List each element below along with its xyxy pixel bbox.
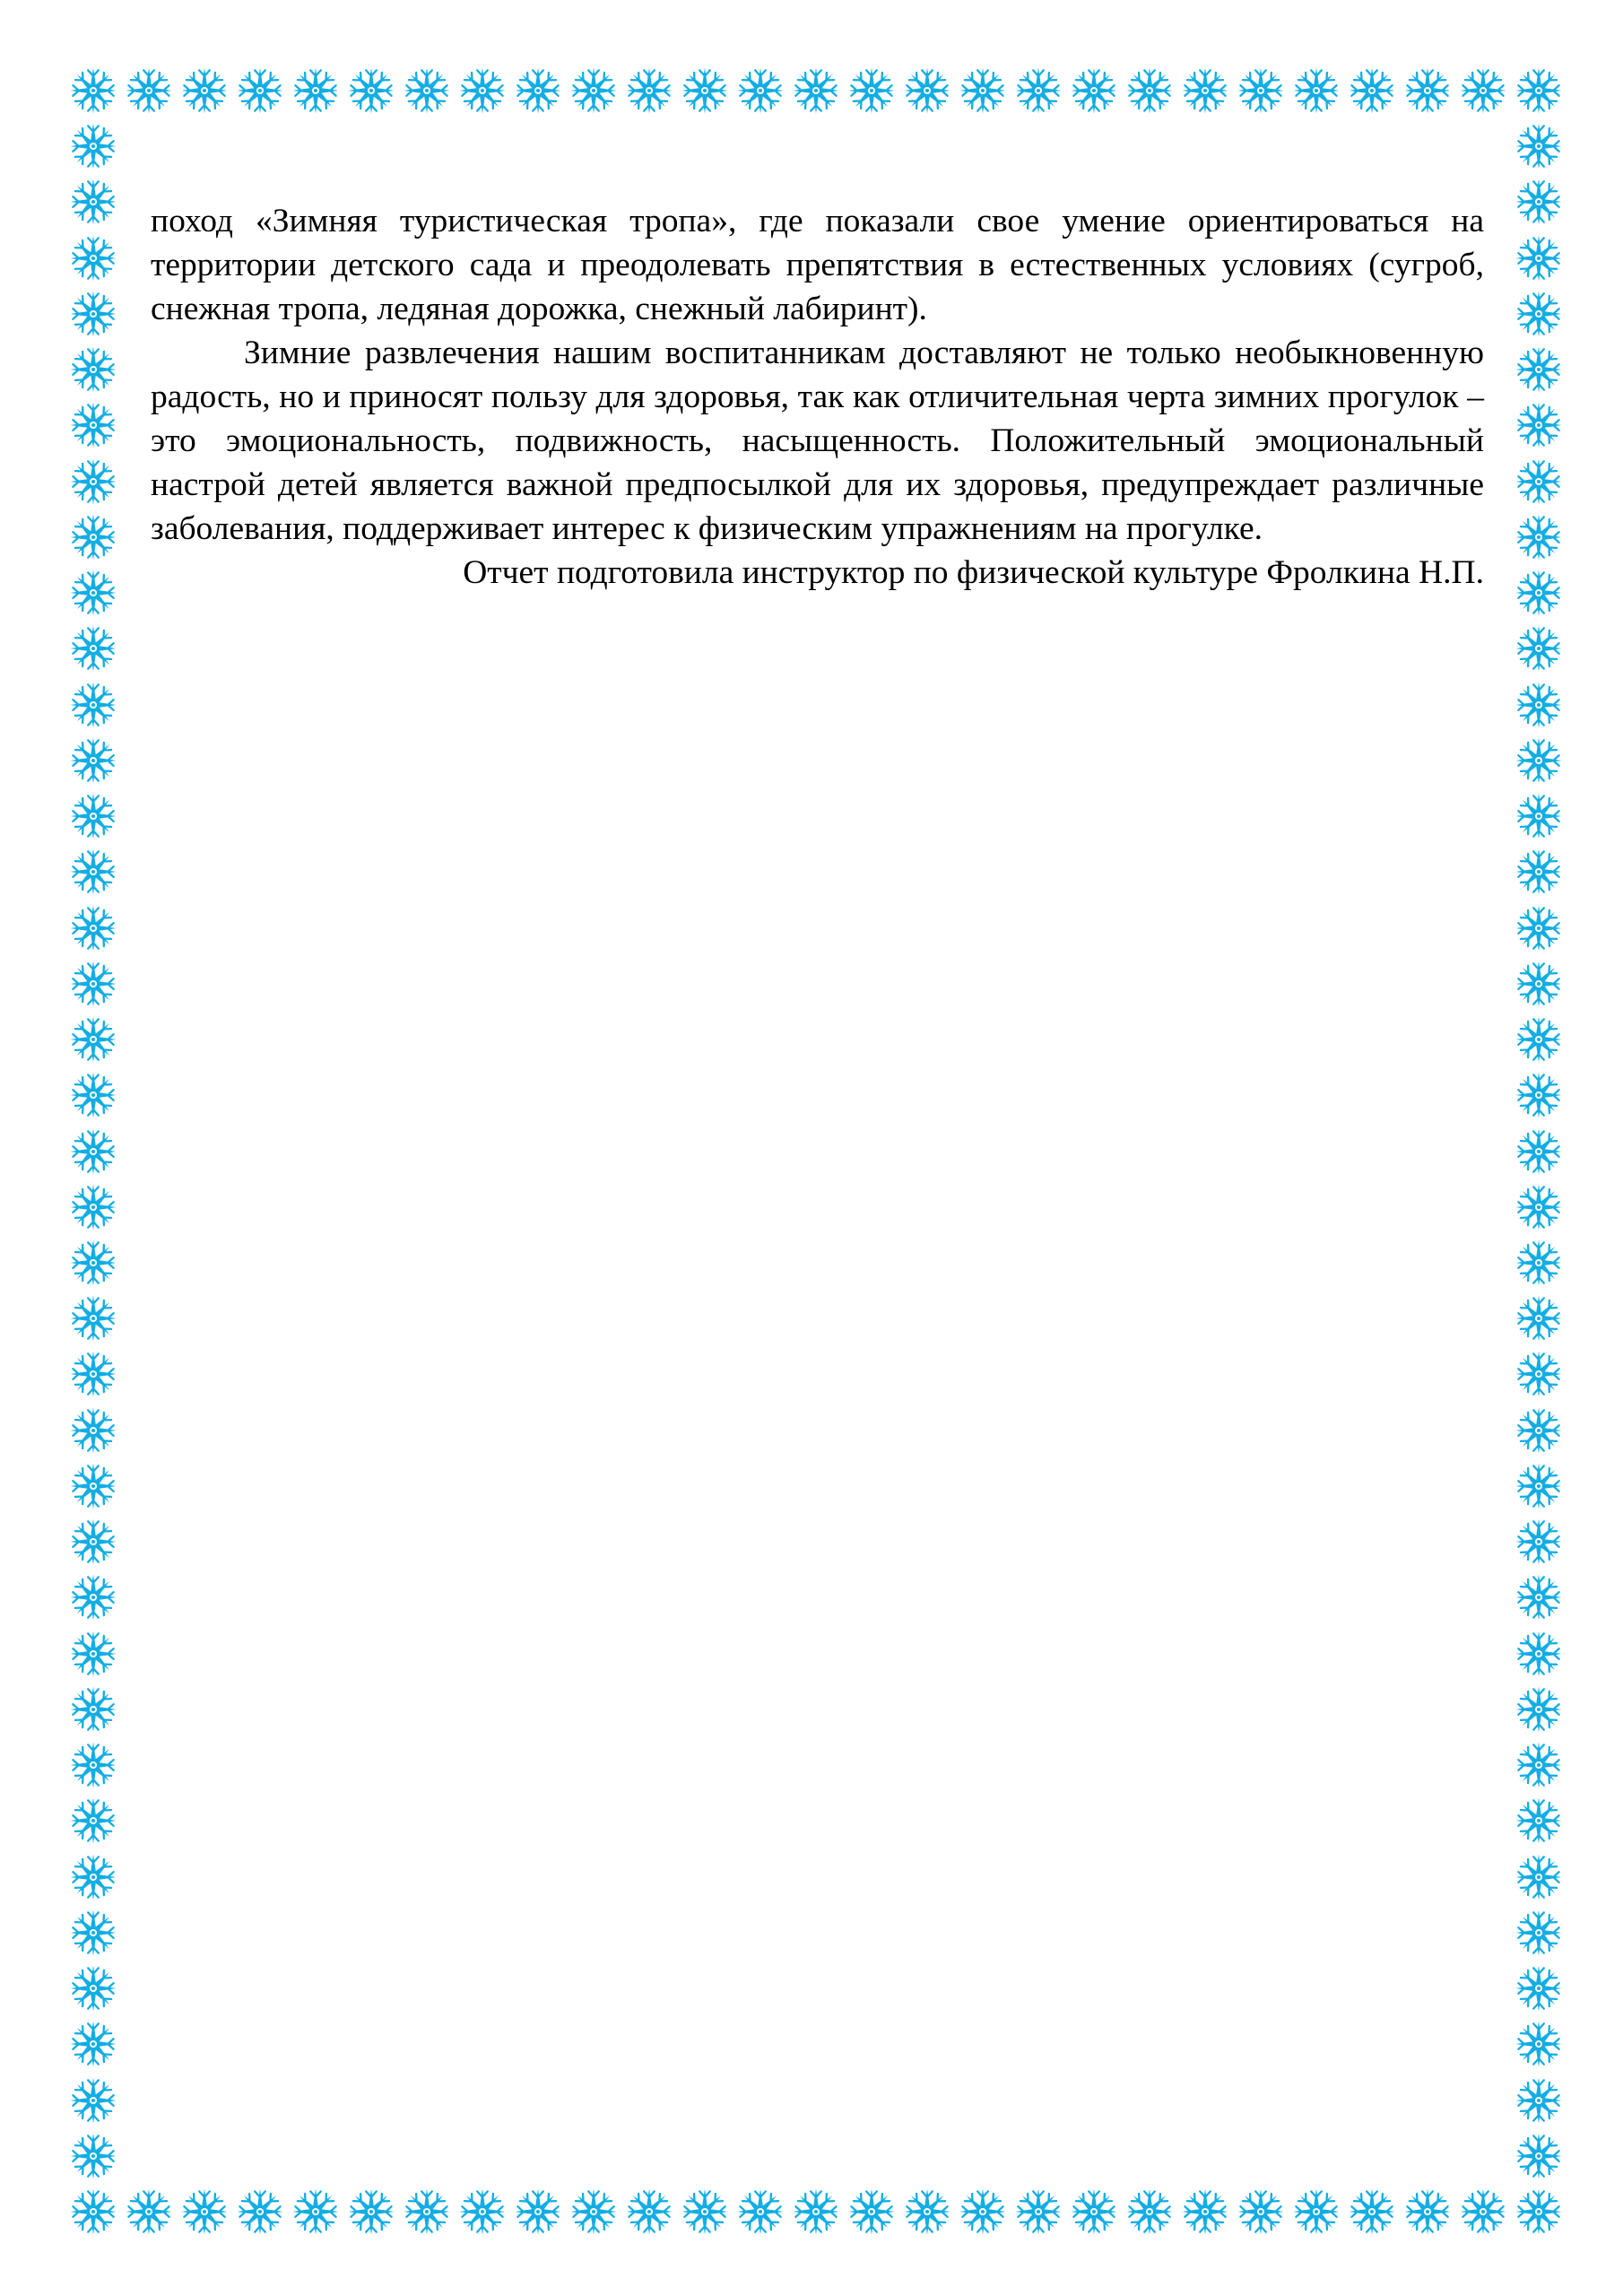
snowflake-icon xyxy=(901,65,953,117)
snowflake-icon xyxy=(846,2186,898,2238)
snowflake-icon xyxy=(1513,790,1565,842)
snowflake-icon xyxy=(67,846,119,898)
snowflake-icon xyxy=(1012,2186,1064,2238)
snowflake-icon xyxy=(1513,65,1565,117)
snowflake-icon xyxy=(67,1181,119,1233)
snowflake-icon xyxy=(1235,65,1287,117)
snowflake-icon xyxy=(67,511,119,563)
snowflake-icon xyxy=(456,65,508,117)
snowflake-icon xyxy=(1513,2130,1565,2182)
snowflake-icon xyxy=(123,65,175,117)
snowflake-icon xyxy=(67,344,119,396)
snowflake-icon xyxy=(1513,1739,1565,1791)
snowflake-icon xyxy=(1513,567,1565,619)
snowflake-icon xyxy=(345,2186,397,2238)
snowflake-icon xyxy=(67,288,119,340)
snowflake-icon xyxy=(178,2186,230,2238)
snowflake-icon xyxy=(67,2018,119,2070)
snowflake-icon xyxy=(1124,2186,1176,2238)
snowflake-icon xyxy=(123,2186,175,2238)
snowflake-icon xyxy=(1346,2186,1398,2238)
snowflake-icon xyxy=(290,2186,342,2238)
snowflake-icon xyxy=(734,65,786,117)
snowflake-icon xyxy=(1068,2186,1120,2238)
snowflake-icon xyxy=(1513,1181,1565,1233)
snowflake-icon xyxy=(1513,1405,1565,1457)
snowflake-icon xyxy=(67,1237,119,1289)
snowflake-icon xyxy=(1513,232,1565,284)
snowflake-icon xyxy=(67,1292,119,1344)
snowflake-icon xyxy=(1513,1292,1565,1344)
snowflake-icon xyxy=(1402,65,1454,117)
snowflake-icon xyxy=(1513,176,1565,228)
snowflake-icon xyxy=(290,65,342,117)
snowflake-icon xyxy=(67,2130,119,2182)
snowflake-icon xyxy=(1513,1013,1565,1065)
snowflake-icon xyxy=(1457,65,1509,117)
snowflake-icon xyxy=(1513,1460,1565,1512)
snowflake-icon xyxy=(67,735,119,787)
snowflake-icon xyxy=(1513,1069,1565,1121)
snowflake-icon xyxy=(67,65,119,117)
snowflake-icon xyxy=(679,65,731,117)
snowflake-icon xyxy=(67,1795,119,1847)
snowflake-icon xyxy=(1513,399,1565,451)
snowflake-icon xyxy=(1346,65,1398,117)
snowflake-icon xyxy=(1513,120,1565,172)
snowflake-icon xyxy=(1513,679,1565,731)
snowflake-icon xyxy=(1290,2186,1342,2238)
snowflake-icon xyxy=(67,958,119,1010)
snowflake-icon xyxy=(1513,2186,1565,2238)
snowflake-icon xyxy=(1402,2186,1454,2238)
snowflake-icon xyxy=(1457,2186,1509,2238)
snowflake-icon xyxy=(67,456,119,508)
snowflake-icon xyxy=(456,2186,508,2238)
snowflake-icon xyxy=(1513,958,1565,1010)
snowflake-icon xyxy=(67,622,119,674)
snowflake-icon xyxy=(1513,1628,1565,1680)
snowflake-icon xyxy=(846,65,898,117)
snowflake-icon xyxy=(1124,65,1176,117)
snowflake-icon xyxy=(67,120,119,172)
snowflake-icon xyxy=(957,65,1009,117)
snowflake-icon xyxy=(67,1683,119,1735)
snowflake-icon xyxy=(345,65,397,117)
snowflake-icon xyxy=(67,902,119,954)
snowflake-icon xyxy=(67,1516,119,1568)
snowflake-icon xyxy=(1513,735,1565,787)
snowflake-icon xyxy=(67,567,119,619)
snowflake-icon xyxy=(734,2186,786,2238)
snowflake-icon xyxy=(1513,288,1565,340)
snowflake-icon xyxy=(1513,1571,1565,1623)
snowflake-icon xyxy=(67,1851,119,1903)
snowflake-icon xyxy=(67,1739,119,1791)
snowflake-icon xyxy=(1513,902,1565,954)
snowflake-icon xyxy=(67,2074,119,2126)
snowflake-icon xyxy=(1513,1348,1565,1400)
snowflake-icon xyxy=(1179,2186,1231,2238)
snowflake-icon xyxy=(67,176,119,228)
snowflake-icon xyxy=(1513,511,1565,563)
paragraph-winter-fun: Зимние развлечения нашим воспитанникам доставляют не только необыкновенную радость, но и приносят пользу для здоровья, так как отличительная черта зимних прогулок – это эмоциональность, подвижность, насыщенность. Положительный эмоциональный настрой детей является важной предпосылкой для их здоровья, предупреждает различные заболевания, поддерживает интерес к физическим упражнениям на прогулке. xyxy=(151,335,1484,547)
snowflake-icon xyxy=(568,65,620,117)
snowflake-icon xyxy=(67,1907,119,1959)
snowflake-icon xyxy=(234,65,286,117)
snowflake-icon xyxy=(1513,1962,1565,2014)
snowflake-icon xyxy=(1513,1516,1565,1568)
snowflake-icon xyxy=(67,2186,119,2238)
paragraph-hike: поход «Зимняя туристическая тропа», где показали свое умение ориентироваться на территории детского сада и преодолевать препятствия в естественных условиях (сугроб, снежная тропа, ледяная дорожка, снежный лабиринт). xyxy=(151,203,1484,327)
snowflake-icon xyxy=(1513,1907,1565,1959)
snowflake-icon xyxy=(67,790,119,842)
snowflake-icon xyxy=(1513,1683,1565,1735)
snowflake-icon xyxy=(1513,1795,1565,1847)
snowflake-icon xyxy=(1068,65,1120,117)
snowflake-icon xyxy=(67,1069,119,1121)
snowflake-icon xyxy=(67,1460,119,1512)
snowflake-icon xyxy=(623,65,675,117)
snowflake-icon xyxy=(1513,344,1565,396)
snowflake-icon xyxy=(401,65,453,117)
snowflake-icon xyxy=(67,1013,119,1065)
snowflake-icon xyxy=(67,1571,119,1623)
snowflake-icon xyxy=(67,1348,119,1400)
snowflake-icon xyxy=(67,679,119,731)
snowflake-icon xyxy=(1513,1126,1565,1178)
snowflake-icon xyxy=(1513,1237,1565,1289)
snowflake-icon xyxy=(1179,65,1231,117)
snowflake-icon xyxy=(1012,65,1064,117)
snowflake-icon xyxy=(1290,65,1342,117)
snowflake-icon xyxy=(790,2186,842,2238)
snowflake-icon xyxy=(67,1126,119,1178)
snowflake-icon xyxy=(67,1405,119,1457)
snowflake-icon xyxy=(790,65,842,117)
snowflake-icon xyxy=(623,2186,675,2238)
snowflake-icon xyxy=(568,2186,620,2238)
snowflake-icon xyxy=(1513,2074,1565,2126)
snowflake-icon xyxy=(1513,622,1565,674)
document-body xyxy=(151,199,1484,595)
snowflake-icon xyxy=(401,2186,453,2238)
snowflake-icon xyxy=(67,1962,119,2014)
snowflake-icon xyxy=(1513,846,1565,898)
snowflake-icon xyxy=(1513,1851,1565,1903)
snowflake-icon xyxy=(67,232,119,284)
snowflake-icon xyxy=(178,65,230,117)
snowflake-icon xyxy=(1235,2186,1287,2238)
snowflake-icon xyxy=(957,2186,1009,2238)
snowflake-icon xyxy=(679,2186,731,2238)
snowflake-icon xyxy=(1513,2018,1565,2070)
snowflake-icon xyxy=(1513,456,1565,508)
snowflake-icon xyxy=(512,2186,564,2238)
report-signature: Отчет подготовила инструктор по физической культуре Фролкина Н.П. xyxy=(463,554,1484,591)
snowflake-icon xyxy=(67,1628,119,1680)
snowflake-icon xyxy=(67,399,119,451)
snowflake-icon xyxy=(901,2186,953,2238)
snowflake-icon xyxy=(512,65,564,117)
snowflake-icon xyxy=(234,2186,286,2238)
